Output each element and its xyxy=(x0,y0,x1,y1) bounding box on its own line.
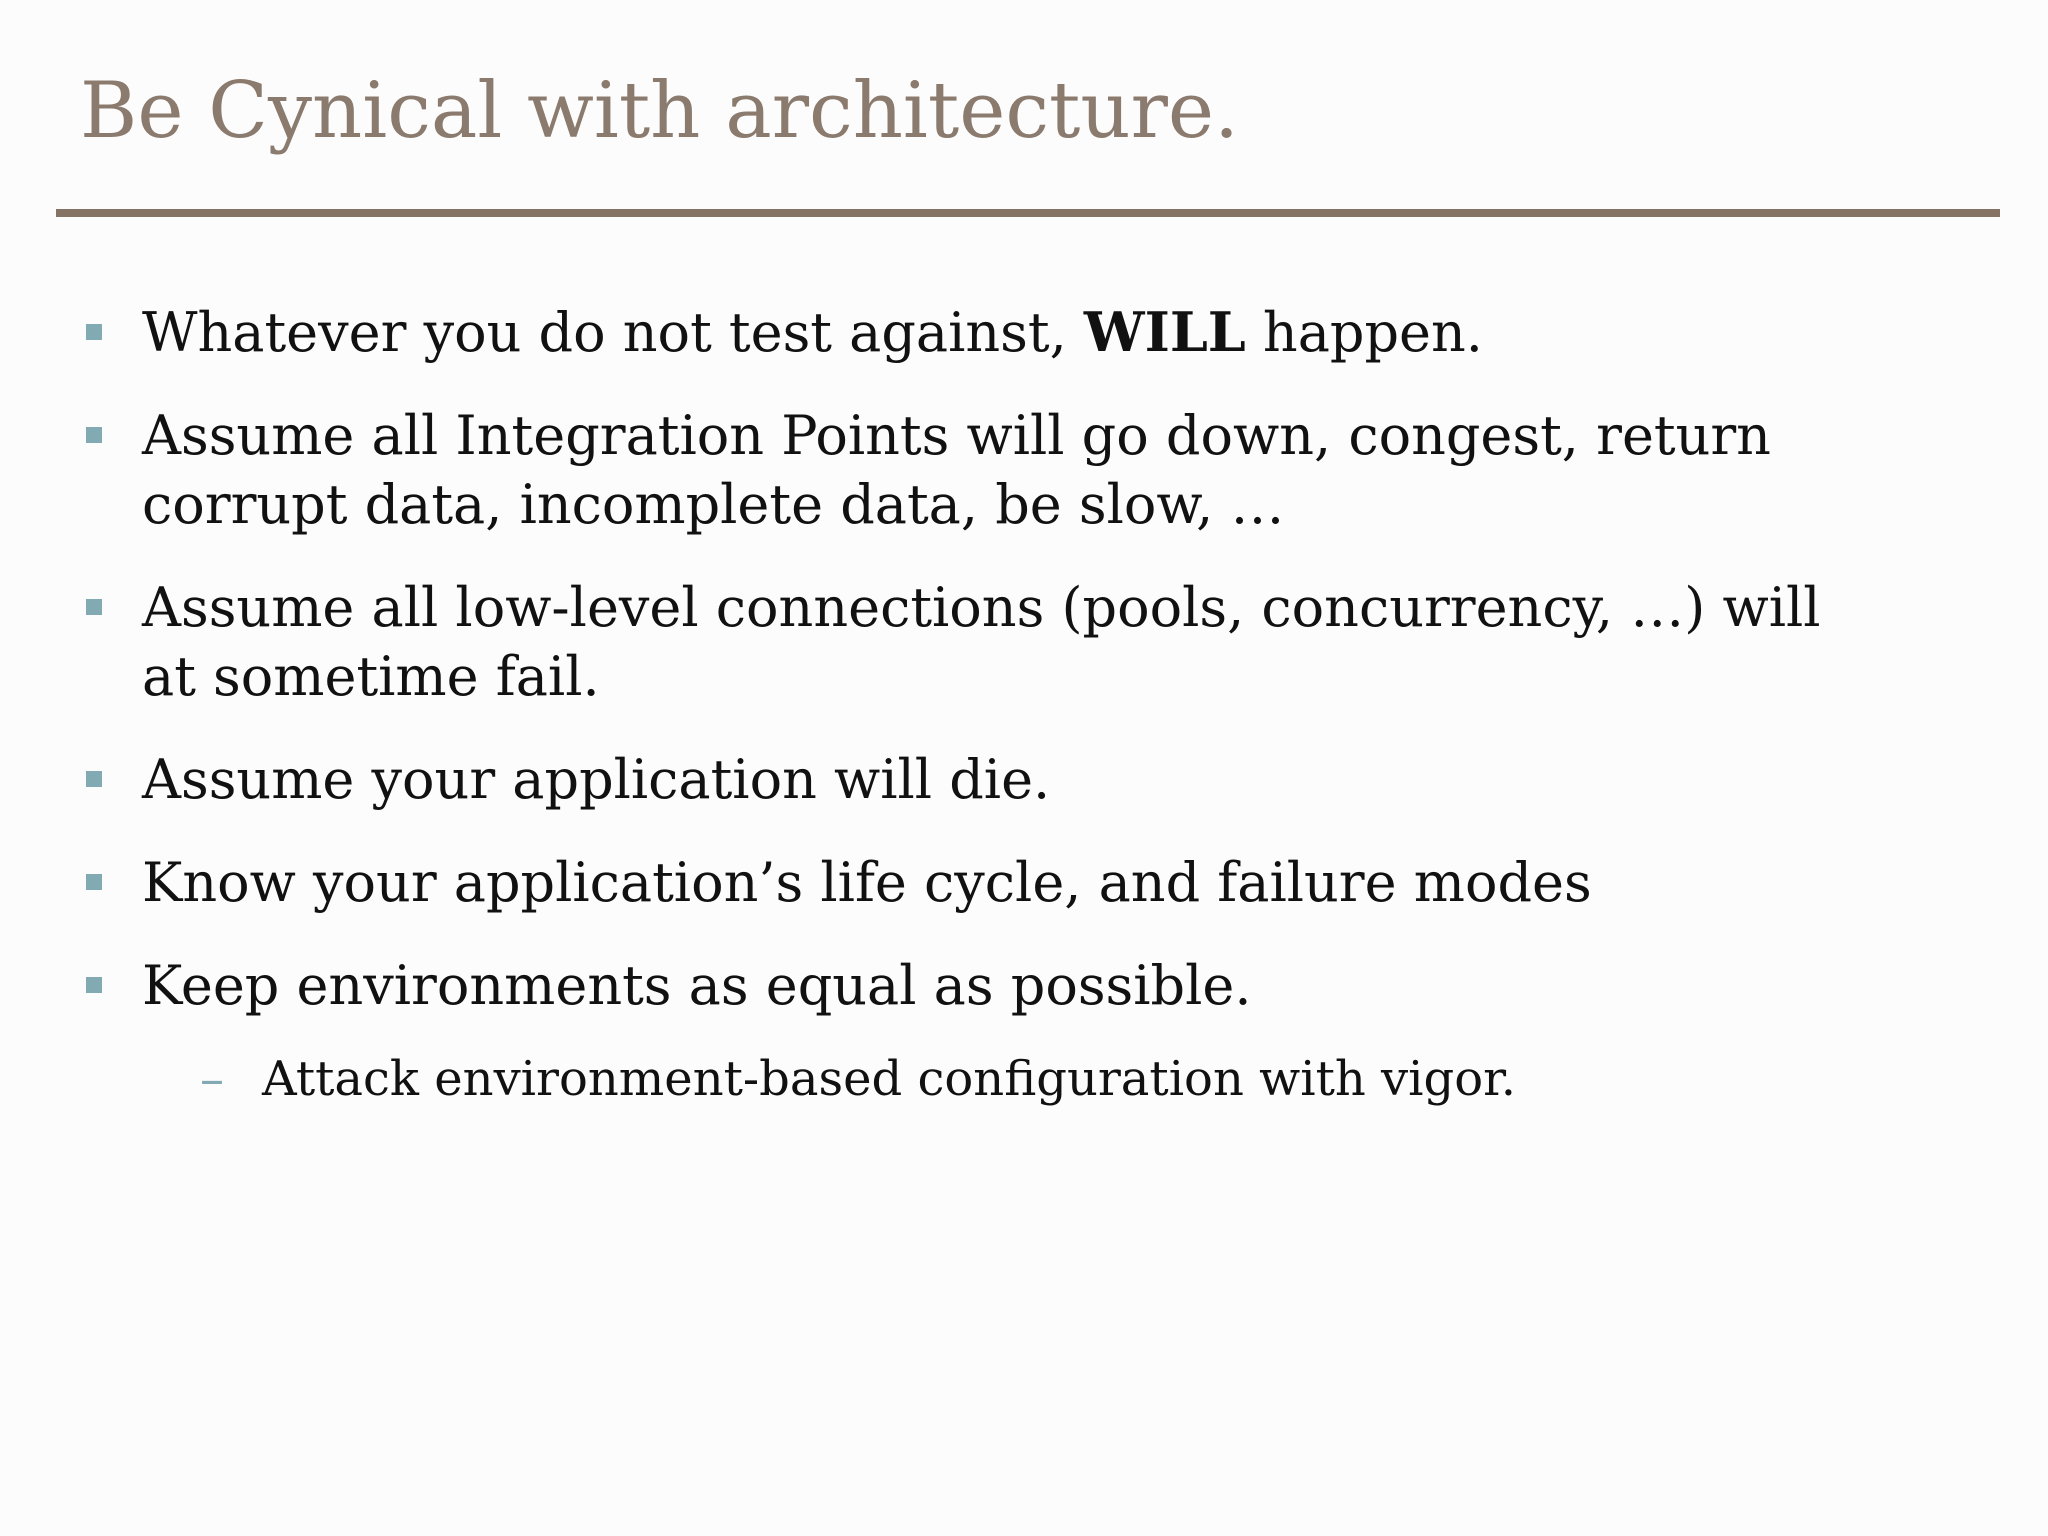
bullet-text: Assume all Integration Points will go down, congest, return corrupt data, incomplete data, be slow, … xyxy=(142,404,1771,536)
dash-bullet-icon: – xyxy=(200,1051,224,1107)
square-bullet-icon xyxy=(86,599,102,615)
square-bullet-icon xyxy=(86,324,102,340)
sub-bullet-text: Attack environment-based configuration with vigor. xyxy=(262,1051,1517,1107)
square-bullet-icon xyxy=(86,771,102,787)
title-divider xyxy=(56,209,2000,217)
square-bullet-icon xyxy=(86,977,102,993)
bullet-text: Assume your application will die. xyxy=(142,748,1051,811)
bullet-text: Assume all low-level connections (pools, concurrency, …) will at sometime fail. xyxy=(142,576,1821,708)
bullet-emphasis: WILL xyxy=(1083,300,1246,364)
bullet-item-1 xyxy=(0,298,1882,367)
square-bullet-icon xyxy=(86,427,102,443)
bullet-text-part: Whatever you do not test against, xyxy=(142,301,1084,364)
slide-title: Be Cynical with architecture. xyxy=(80,66,1239,156)
bullet-text: Keep environments as equal as possible. xyxy=(142,954,1252,1017)
bullet-item-4 xyxy=(0,745,1882,814)
bullet-text-part: happen. xyxy=(1245,301,1483,364)
bullet-text: Know your application’s life cycle, and failure modes xyxy=(142,851,1592,914)
bullet-item-5 xyxy=(0,848,1882,917)
bullet-item-2 xyxy=(0,401,1882,539)
sub-bullet-item xyxy=(0,1048,1862,1110)
square-bullet-icon xyxy=(86,874,102,890)
bullet-item-3 xyxy=(0,573,1882,711)
bullet-item-6 xyxy=(0,951,1882,1020)
bullet-list xyxy=(0,298,2048,1110)
